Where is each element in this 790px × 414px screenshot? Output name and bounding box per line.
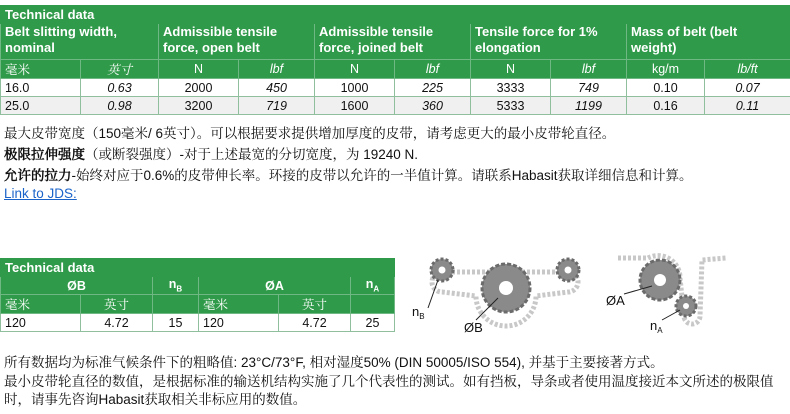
footer-line-1: 所有数据均为标准气候条件下的粗略值: 23°C/73°F, 相对湿度50% (DIN 50005/ISO 554), 并基于主要接著方式。 [4, 355, 664, 370]
header-diameter-b: ØB [1, 277, 153, 295]
unit-cell: lbf [395, 60, 471, 79]
table-cell: 15 [153, 314, 199, 332]
header-tensile-open: Admissible tensile force, open belt [159, 24, 315, 60]
label-da: ØA [606, 293, 625, 308]
note-admissible-force-label: 允许的拉力 [4, 168, 72, 183]
table-cell: 4.72 [279, 314, 351, 332]
unit-cell: 英寸 [279, 295, 351, 314]
table-cell: 450 [239, 79, 315, 97]
header-mass: Mass of belt (belt weight) [627, 24, 790, 60]
jds-link[interactable]: Link to JDS: [4, 186, 77, 201]
unit-cell [351, 295, 395, 314]
header-n-a-main: n [365, 277, 374, 292]
label-na: $n_A$ [650, 318, 663, 335]
pulley-diagram-a [600, 250, 790, 340]
table-cell: 25.0 [1, 97, 81, 115]
unit-cell: lb/ft [705, 60, 790, 79]
header-n-b [153, 277, 199, 295]
large-pulley-b [482, 264, 530, 312]
note-admissible-force [4, 166, 693, 186]
note-admissible-force-text: -始终对应于0.6%的皮带伸长率。环接的皮带以允许的一半值计算。请联系Habasit获取详细信息和计算。 [71, 168, 693, 183]
table-cell: 0.63 [81, 79, 159, 97]
pulley-data-table [0, 258, 395, 332]
table-cell: 0.11 [705, 97, 790, 115]
header-n-b-main: n [168, 277, 177, 292]
table-row [1, 314, 395, 332]
header-belt-width: Belt slitting width, nominal [1, 24, 159, 60]
label-db: ØB [464, 320, 483, 335]
header-n-b-sub: B [176, 284, 183, 294]
table-cell: 120 [1, 314, 81, 332]
small-pulley-right [557, 259, 579, 281]
table-cell: 0.16 [627, 97, 705, 115]
technical-data-table [0, 5, 790, 115]
header-n-a [351, 277, 395, 295]
header-diameter-a: ØA [199, 277, 351, 295]
small-pulley-a [676, 296, 696, 316]
header-tensile-joined: Admissible tensile force, joined belt [315, 24, 471, 60]
unit-cell: 英寸 [81, 60, 159, 79]
unit-cell: 毫米 [1, 295, 81, 314]
table-cell: 3333 [471, 79, 551, 97]
table-cell: 120 [199, 314, 279, 332]
footer-line-2: 最小皮带轮直径的数值，是根据标准的输送机结构实施了几个代表性的测试。如有挡板，导条或者使用温度接近本文所述的极限值时，请事先咨询Habasit获取相关非标应用的数值。 [4, 373, 774, 407]
table-cell: 1199 [551, 97, 627, 115]
table-cell: 0.10 [627, 79, 705, 97]
unit-cell: lbf [239, 60, 315, 79]
note-max-width: 最大皮带宽度（150毫米/ 6英寸）。可以根据要求提供增加厚度的皮带，请考虑更大的最小皮带轮直径。 [4, 126, 616, 141]
large-pulley-a [640, 260, 680, 300]
table-cell: 0.07 [705, 79, 790, 97]
small-pulley-left [431, 259, 453, 281]
unit-cell [153, 295, 199, 314]
unit-cell: N [315, 60, 395, 79]
unit-cell: 毫米 [199, 295, 279, 314]
table-cell: 749 [551, 79, 627, 97]
label-nb: $n_B$ [412, 304, 425, 321]
unit-cell: lbf [551, 60, 627, 79]
table-cell: 2000 [159, 79, 239, 97]
header-n-a-sub: A [373, 284, 380, 294]
table-cell: 719 [239, 97, 315, 115]
unit-cell: 英寸 [81, 295, 153, 314]
unit-cell: N [471, 60, 551, 79]
note-ultimate-strength-text: （或断裂强度）-对于上述最宽的分切宽度，为 19240 N. [85, 147, 419, 162]
note-ultimate-strength-label: 极限拉伸强度 [4, 147, 85, 162]
table-cell: 1600 [315, 97, 395, 115]
leader-line-na [662, 310, 680, 320]
table-cell: 360 [395, 97, 471, 115]
table-cell: 5333 [471, 97, 551, 115]
unit-cell: N [159, 60, 239, 79]
unit-cell: 毫米 [1, 60, 81, 79]
note-ultimate-strength [4, 145, 418, 165]
table-cell: 25 [351, 314, 395, 332]
footer-notes [4, 354, 788, 410]
table-title: Technical data [1, 6, 790, 24]
table-title: Technical data [1, 259, 395, 277]
table-cell: 4.72 [81, 314, 153, 332]
table-cell: 16.0 [1, 79, 81, 97]
table-row [1, 79, 790, 97]
table-cell: 3200 [159, 97, 239, 115]
table-cell: 0.98 [81, 97, 159, 115]
unit-cell: kg/m [627, 60, 705, 79]
header-tensile-elongation: Tensile force for 1% elongation [471, 24, 627, 60]
table-cell: 225 [395, 79, 471, 97]
pulley-diagram-b [400, 250, 600, 340]
table-row [1, 97, 790, 115]
table-cell: 1000 [315, 79, 395, 97]
